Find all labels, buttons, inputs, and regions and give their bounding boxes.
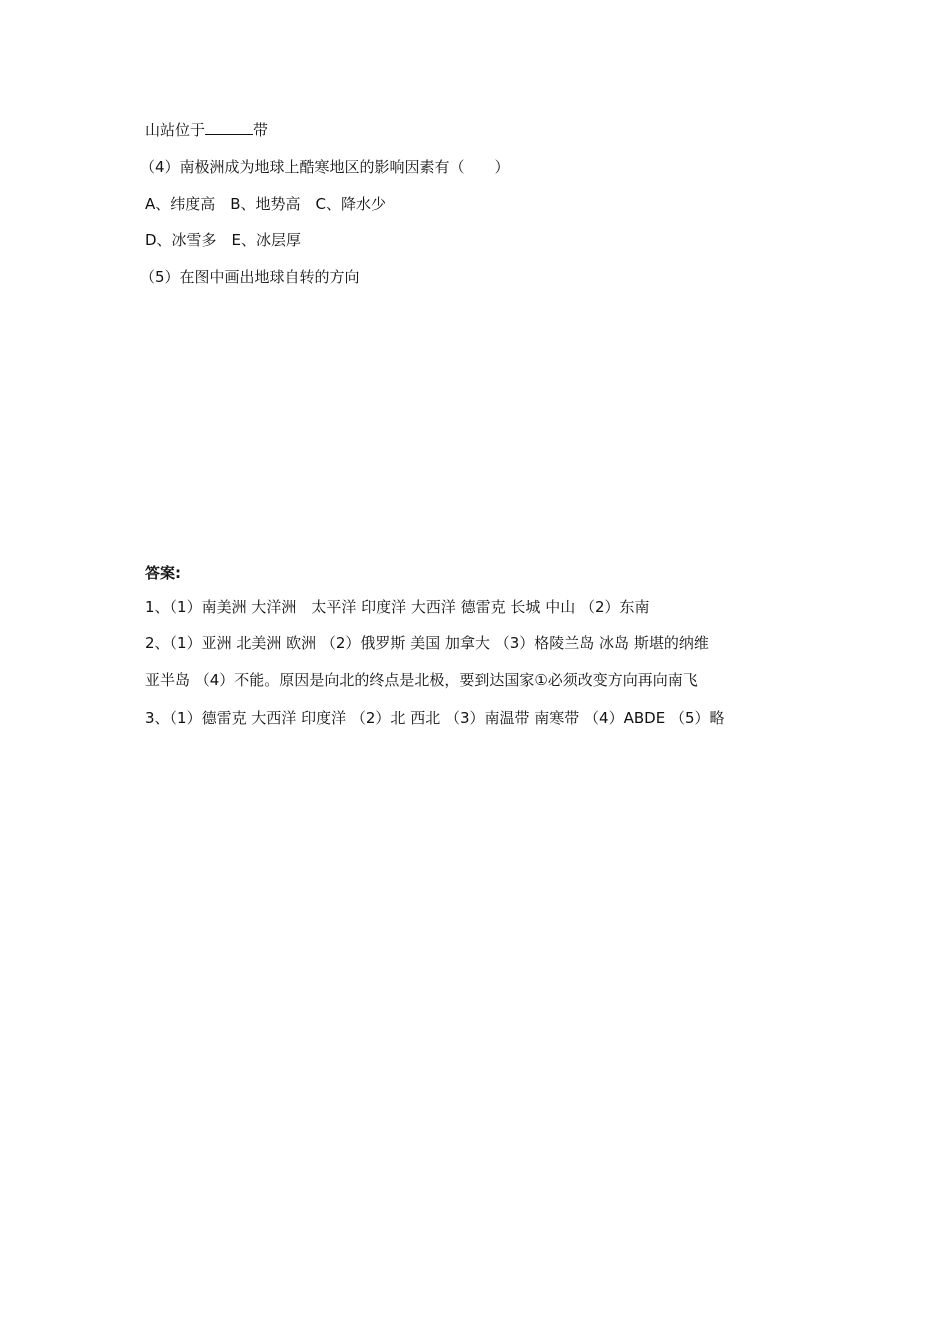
question-3-text-before: 山站位于	[145, 121, 206, 139]
question-4-prompt: （4）南极洲成为地球上酷寒地区的影响因素有（ ）	[140, 158, 510, 176]
answer-2-line-2: 亚半岛 （4）不能。原因是向北的终点是北极，要到达国家①必须改变方向再向南飞	[145, 671, 698, 689]
question-4-options-2: D、冰雪多 E、冰层厚	[145, 231, 302, 249]
answer-1: 1、（1）南美洲 大洋洲 太平洋 印度洋 大西洋 德雷克 长城 中山 （2）东南	[145, 598, 650, 616]
question-3-text-after: 带	[253, 121, 269, 139]
question-5-prompt: （5）在图中画出地球自转的方向	[140, 268, 360, 286]
question-4-options-1: A、纬度高 B、地势高 C、降水少	[145, 195, 387, 213]
fill-in-blank	[205, 120, 253, 135]
answer-2-line-1: 2、（1）亚洲 北美洲 欧洲 （2）俄罗斯 美国 加拿大 （3）格陵兰岛 冰岛 斯堪的纳维	[145, 634, 709, 652]
answers-heading: 答案:	[145, 564, 181, 582]
answer-3: 3、（1）德雷克 大西洋 印度洋 （2）北 西北 （3）南温带 南寒带 （4）ABDE （5）略	[145, 709, 725, 727]
question-3-tail	[145, 120, 268, 140]
